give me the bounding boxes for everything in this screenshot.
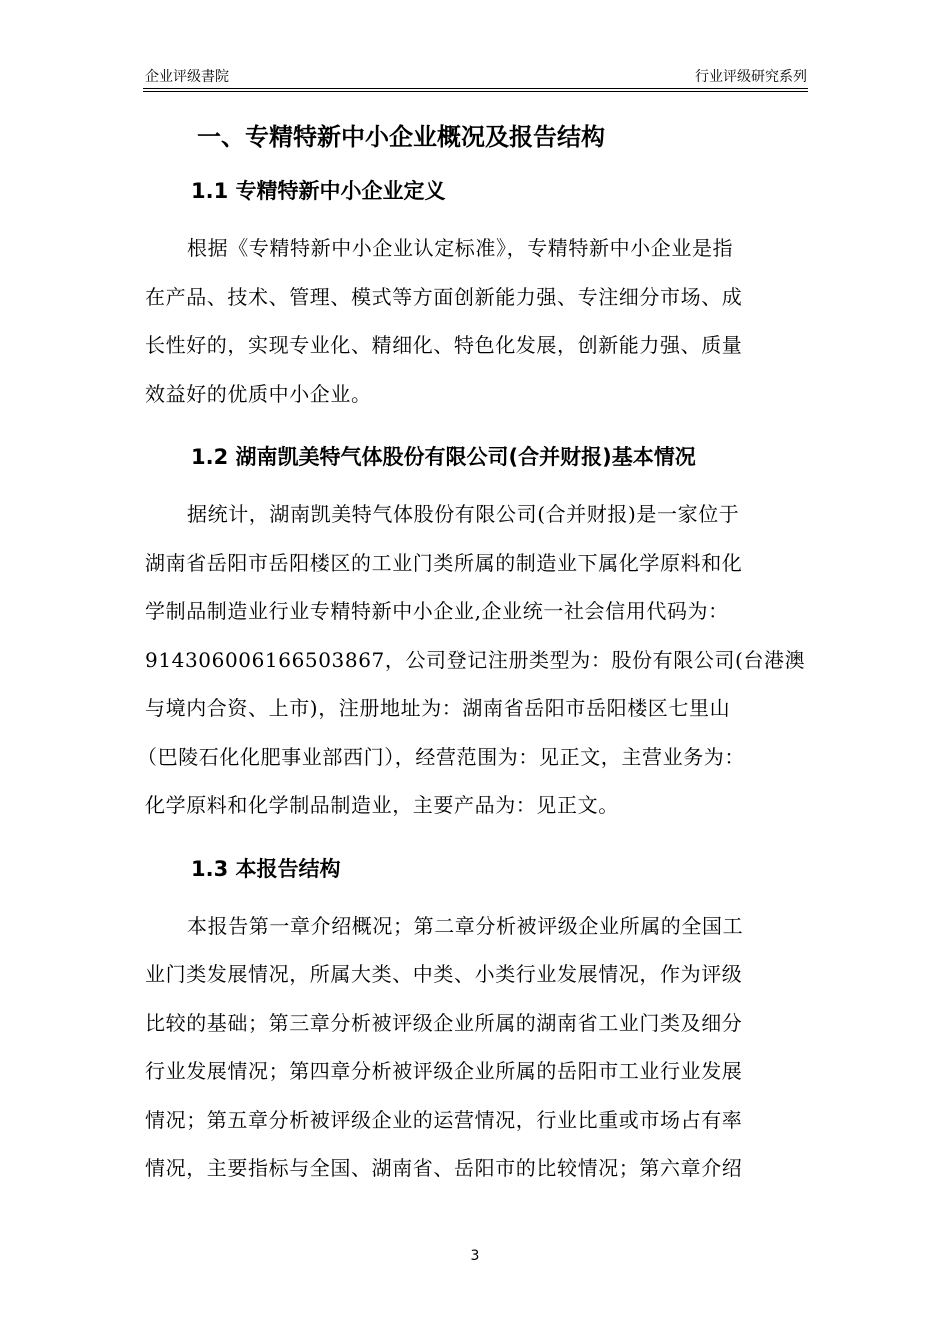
- paragraph-line: 在产品、技术、管理、模式等方面创新能力强、专注细分市场、成: [145, 284, 743, 309]
- paragraph-definition: [145, 224, 810, 418]
- paragraph-line: 情况，主要指标与全国、湖南省、岳阳市的比较情况；第六章介绍: [145, 1156, 743, 1180]
- subsection-heading-1-1: 1.1 专精特新中小企业定义: [191, 179, 446, 203]
- paragraph-line: 据统计，湖南凯美特气体股份有限公司(合并财报)是一家位于: [187, 502, 740, 526]
- paragraph-report-structure: [145, 902, 810, 1193]
- paragraph-line: 业门类发展情况，所属大类、中类、小类行业发展情况，作为评级: [145, 962, 743, 986]
- document-body: [137, 112, 810, 1193]
- header-left-title: 企业评级書院: [145, 69, 229, 85]
- page-number: 3: [470, 1248, 480, 1264]
- paragraph-line: 湖南省岳阳市岳阳楼区的工业门类所属的制造业下属化学原料和化: [145, 550, 743, 575]
- header-divider: [143, 88, 808, 89]
- subsection-heading-1-3: 1.3 本报告结构: [191, 856, 341, 881]
- paragraph-line: 效益好的优质中小企业。: [145, 381, 372, 406]
- paragraph-line: 914306006166503867，公司登记注册类型为：股份有限公司(台港澳: [145, 647, 806, 672]
- paragraph-line: 学制品制造业行业专精特新中小企业,企业统一社会信用代码为：: [145, 599, 729, 623]
- paragraph-company-overview: [137, 490, 810, 830]
- paragraph-line: 情况；第五章分析被评级企业的运营情况，行业比重或市场占有率: [145, 1107, 743, 1132]
- paragraph-line: 化学原料和化学制品制造业，主要产品为：见正文。: [145, 793, 619, 817]
- paragraph-line: 根据《专精特新中小企业认定标准》，专精特新中小企业是指: [187, 236, 734, 260]
- paragraph-line: 行业发展情况；第四章分析被评级企业所属的岳阳市工业行业发展: [145, 1059, 743, 1083]
- paragraph-line: 长性好的，实现专业化、精细化、特色化发展，创新能力强、质量: [145, 333, 743, 357]
- section-heading: 一、专精特新中小企业概况及报告结构: [197, 123, 605, 151]
- paragraph-line: 比较的基础；第三章分析被评级企业所属的湖南省工业门类及细分: [145, 1010, 743, 1035]
- paragraph-line: 与境内合资、上市)，注册地址为：湖南省岳阳市岳阳楼区七里山: [145, 696, 731, 720]
- header-right-title: 行业评级研究系列: [695, 69, 807, 85]
- paragraph-line: （巴陵石化化肥事业部西门），经营范围为：见正文，主营业务为：: [137, 744, 745, 769]
- header-divider-secondary: [143, 91, 808, 92]
- subsection-heading-1-2: 1.2 湖南凯美特气体股份有限公司(合并财报)基本情况: [191, 445, 696, 469]
- paragraph-line: 本报告第一章介绍概况；第二章分析被评级企业所属的全国工: [187, 913, 744, 938]
